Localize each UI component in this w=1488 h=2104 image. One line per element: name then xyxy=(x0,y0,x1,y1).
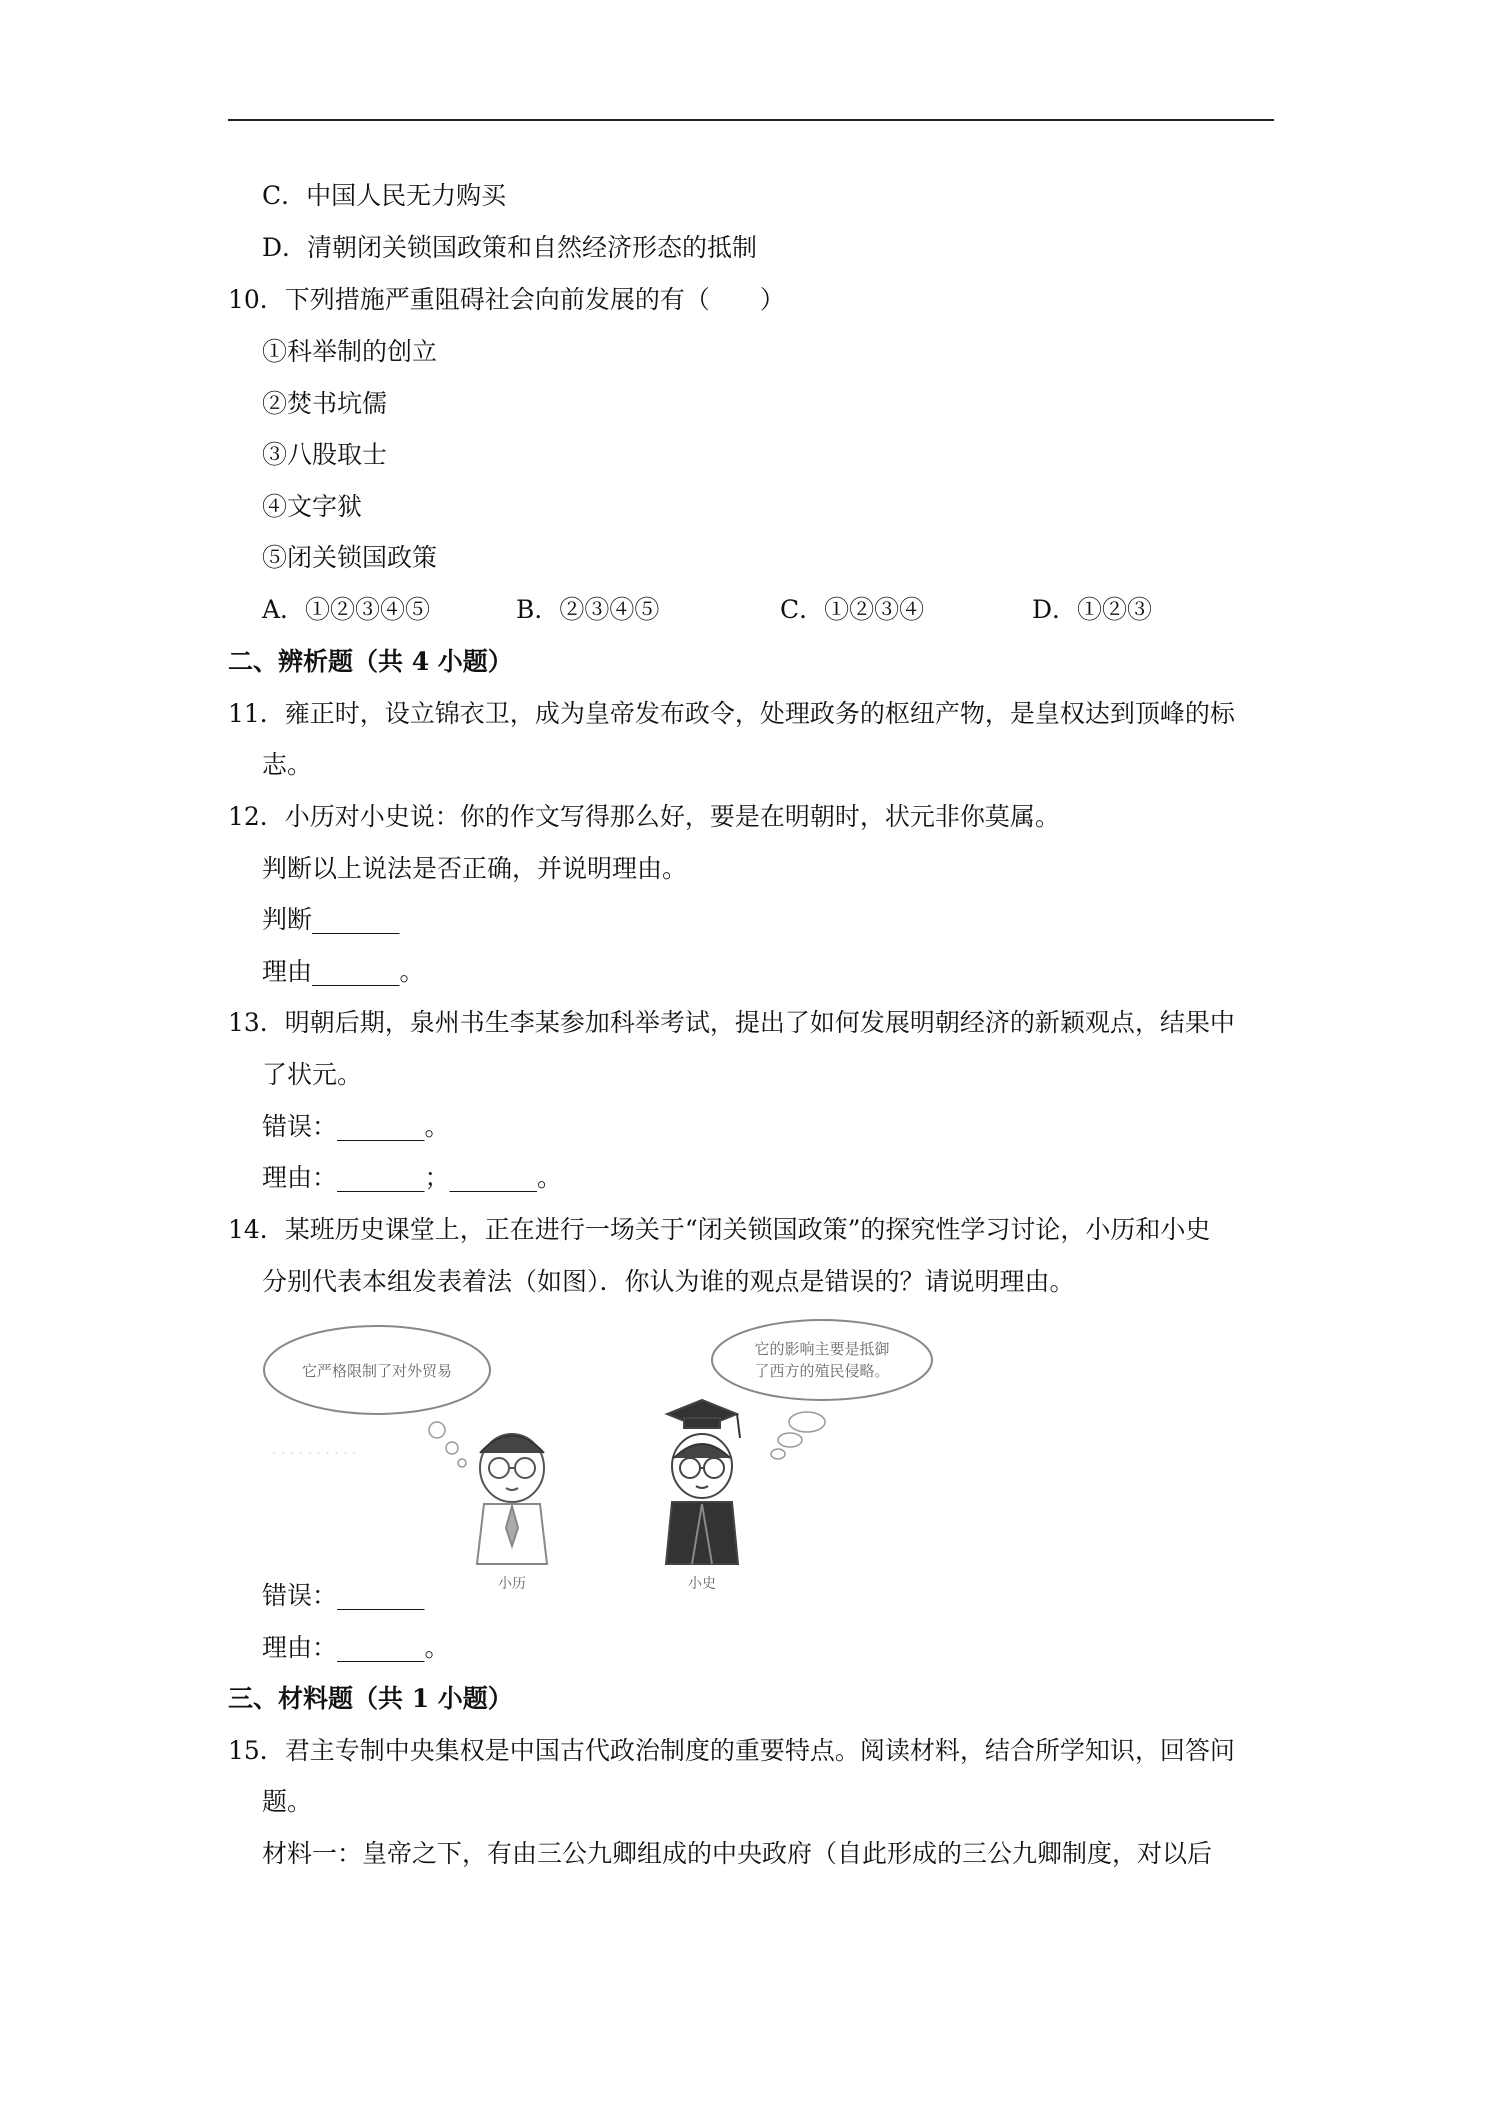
q9-option-c: C．中国人民无力购买 xyxy=(262,181,507,210)
right-thought-bubble xyxy=(712,1320,932,1400)
q13-reason-blank: 理由：_______；_______。 xyxy=(262,1163,563,1192)
q13-line-1: 13．明朝后期，泉州书生李某参加科举考试，提出了如何发展明朝经济的新颖观点，结果中 xyxy=(228,1008,1235,1037)
q15-line-3: 材料一：皇帝之下，有由三公九卿组成的中央政府（自此形成的三公九卿制度，对以后 xyxy=(262,1839,1213,1868)
q10-option-a: A．①②③④⑤ xyxy=(262,595,431,624)
q10-stem: 10．下列措施严重阻碍社会向前发展的有（ ） xyxy=(228,285,785,314)
q12-line-2: 判断以上说法是否正确，并说明理由。 xyxy=(262,854,688,883)
q14-line-2: 分别代表本组发表着法（如图）．你认为谁的观点是错误的？请说明理由。 xyxy=(262,1267,1075,1296)
xiaoli-name: 小历 xyxy=(498,1576,526,1592)
q14-line-1: 14．某班历史课堂上，正在进行一场关于“闭关锁国政策”的探究性学习讨论，小历和小史 xyxy=(228,1215,1211,1244)
section-3-title: 三、材料题（共 1 小题） xyxy=(228,1684,513,1713)
q10-item-4: ④文字狱 xyxy=(262,492,363,521)
xiaoshi-name: 小史 xyxy=(688,1576,716,1592)
right-bubble-text-1: 它的影响主要是抵御 xyxy=(754,1340,890,1358)
q10-item-1: ①科举制的创立 xyxy=(262,337,438,366)
q9-option-d: D．清朝闭关锁国政策和自然经济形态的抵制 xyxy=(262,233,758,262)
q11-line-1: 11．雍正时，设立锦衣卫，成为皇帝发布政令，处理政务的枢纽产物，是皇权达到顶峰的标 xyxy=(228,699,1235,728)
q10-option-c: C．①②③④ xyxy=(780,595,925,624)
q14-reason-blank: 理由：_______。 xyxy=(262,1633,450,1662)
q10-option-b: B．②③④⑤ xyxy=(516,595,660,624)
svg-text:· · · · · · · · · ·: · · · · · · · · · · xyxy=(272,1446,357,1462)
q15-line-1: 15．君主专制中央集权是中国古代政治制度的重要特点。阅读材料，结合所学知识，回答问 xyxy=(228,1736,1235,1765)
q14-cartoon-figure xyxy=(262,1318,1002,1596)
left-bubble-text: 它严格限制了对外贸易 xyxy=(301,1362,453,1380)
q12-judge-blank: 判断_______ xyxy=(262,905,400,934)
section-2-title: 二、辨析题（共 4 小题） xyxy=(228,647,513,676)
q12-line-1: 12．小历对小史说：你的作文写得那么好，要是在明朝时，状元非你莫属。 xyxy=(228,802,1060,831)
xiaoli-character xyxy=(477,1434,547,1564)
xiaoshi-character xyxy=(666,1400,740,1564)
q13-line-2: 了状元。 xyxy=(262,1060,363,1089)
q12-reason-blank: 理由_______。 xyxy=(262,957,425,986)
q13-error-blank: 错误：_______。 xyxy=(262,1112,450,1141)
q10-item-3: ③八股取士 xyxy=(262,440,388,469)
q10-option-d: D．①②③ xyxy=(1032,595,1153,624)
q15-line-2: 题。 xyxy=(262,1787,313,1816)
q10-item-5: ⑤闭关锁国政策 xyxy=(262,543,438,572)
header-rule xyxy=(228,119,1274,121)
right-bubble-text-2: 了西方的殖民侵略。 xyxy=(754,1362,890,1380)
q14-error-blank: 错误：_______ xyxy=(262,1581,425,1610)
q11-line-2: 志。 xyxy=(262,750,313,779)
q10-item-2: ②焚书坑儒 xyxy=(262,389,388,418)
